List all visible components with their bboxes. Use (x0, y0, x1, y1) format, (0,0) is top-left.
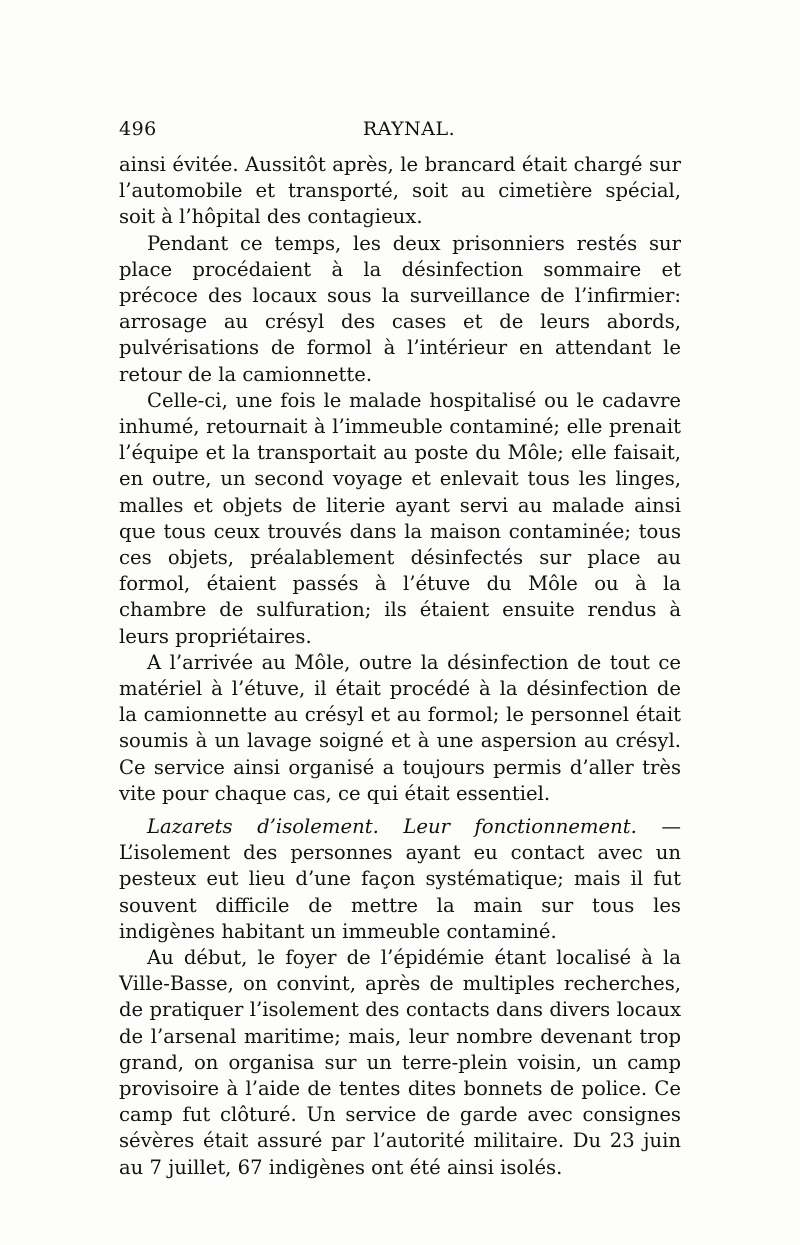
paragraph: Celle-ci, une fois le malade hospitalisé ou le cadavre inhumé, retournait à l’immeuble contaminé; elle prenait l’équipe et la transportait au poste du Môle; elle faisait, en outre, un second voyage et enlevait tous les linges, malles et objets de literie ayant servi au malade ainsi que tous ceux trouvés dans la maison contaminée; tous ces objets, préalablement désinfectés sur place au formol, étaient passés à l’étuve du Môle ou à la chambre de sulfuration; ils étaient ensuite rendus à leurs propriétaires. (119, 388, 681, 648)
running-head (119, 118, 681, 146)
section-lazarets (119, 814, 681, 1181)
body-text (119, 152, 681, 807)
section-first-paragraph (119, 814, 681, 945)
paragraph: Pendant ce temps, les deux prisonniers restés sur place procédaient à la désinfection sommaire et précoce des locaux sous la surveillance de l’infirmier: arrosage au crésyl des cases et de leurs abords, pulvérisations de formol à l’intérieur en attendant le retour de la camionnette. (119, 231, 681, 386)
paragraph: A l’arrivée au Môle, outre la désinfection de tout ce matériel à l’étuve, il était procédé à la désinfection de la camionnette au crésyl et au formol; le personnel était soumis à un lavage soigné et à une aspersion au crésyl. Ce service ainsi organisé a toujours permis d’aller très vite pour chaque cas, ce qui était essentiel. (119, 650, 681, 805)
running-title: RAYNAL. (362, 118, 456, 140)
section-heading: Lazarets d’isolement. Leur fonctionnement. (147, 815, 637, 838)
paragraph: Au début, le foyer de l’épidémie étant localisé à la Ville-Basse, on convint, après de multiples recherches, de pratiquer l’isolement des contacts dans divers locaux de l’arsenal maritime; mais, leur nombre devenant trop grand, on organisa sur un terre-plein voisin, un camp provisoire à l’aide de tentes dites bonnets de police. Ce camp fut clôturé. Un service de garde avec consignes sévères était assuré par l’autorité militaire. Du 23 juin au 7 juillet, 67 indigènes ont été ainsi isolés. (119, 946, 681, 1179)
paragraph-continued: ainsi évitée. Aussitôt après, le brancard était chargé sur l’automobile et transporté, soit au cimetière spécial, soit à l’hôpital des contagieux. (119, 153, 681, 229)
section-heading-text: — L’isolement des personnes ayant eu contact avec un pesteux eut lieu d’une façon systématique; mais il fut souvent difficile de mettre la main sur tous les indigènes habitant un immeuble contaminé. (119, 815, 682, 943)
page-number: 496 (119, 118, 157, 140)
